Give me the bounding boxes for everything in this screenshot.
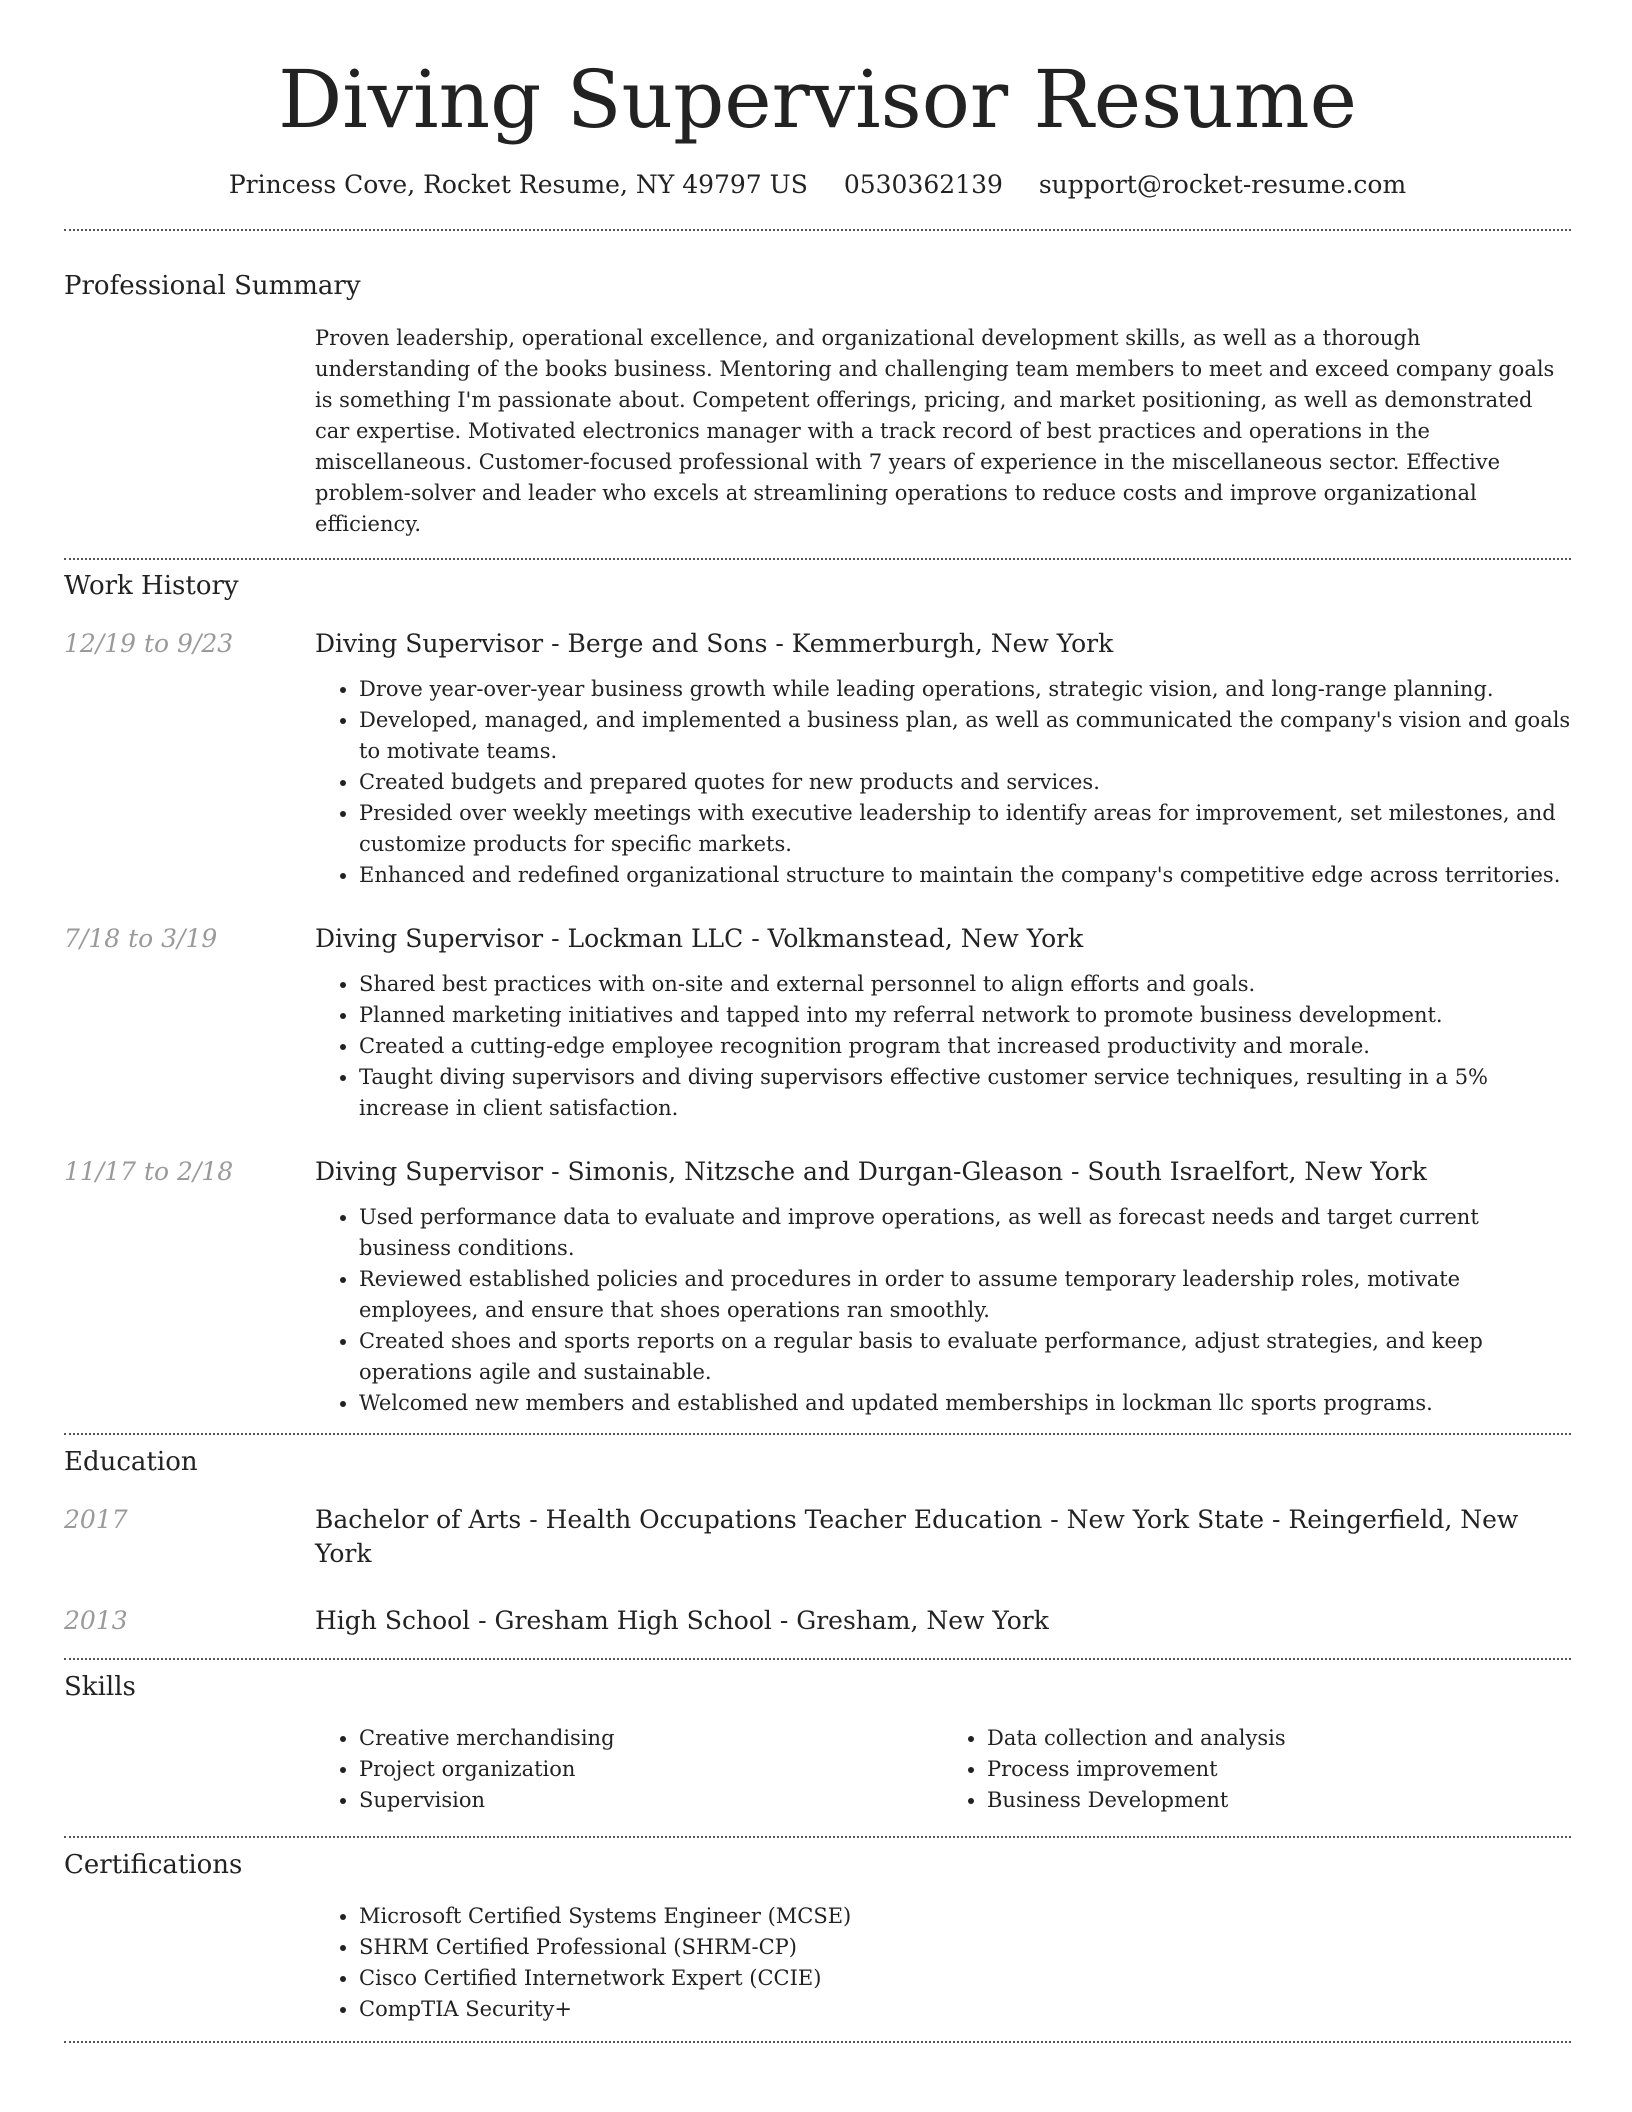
section-divider (64, 1433, 1571, 1435)
certification-item: • SHRM Certified Professional (SHRM-CP) (359, 1932, 1571, 1963)
job-bullets (315, 1202, 1571, 1419)
resume-page (64, 0, 1571, 2043)
skill-item: • Business Development (987, 1785, 1571, 1816)
job-dates: 11/17 to 2/18 (64, 1157, 234, 1186)
resume-title: Diving Supervisor Resume (278, 53, 1357, 146)
job-bullet: • Welcomed new members and established and updated memberships in lockman llc sports programs. (359, 1388, 1571, 1419)
skill-item: • Data collection and analysis (987, 1723, 1571, 1754)
work-history-heading: Work History (64, 571, 239, 601)
job-bullet: • Shared best practices with on-site and external personnel to align efforts and goals. (359, 969, 1571, 1000)
certifications-heading: Certifications (64, 1850, 243, 1880)
job-bullet: • Taught diving supervisors and diving supervisors effective customer service techniques, resulting in a 5% increase in client satisfaction. (359, 1062, 1571, 1124)
job-dates: 12/19 to 9/23 (64, 629, 234, 658)
job-bullet: • Reviewed established policies and procedures in order to assume temporary leadership roles, motivate employees, and ensure that shoes operations ran smoothly. (359, 1264, 1571, 1326)
skill-item: • Creative merchandising (359, 1723, 943, 1754)
skills-column-right (943, 1723, 1571, 1816)
job-title: Diving Supervisor - Lockman LLC - Volkmanstead, New York (315, 924, 1084, 953)
job-bullet: • Enhanced and redefined organizational structure to maintain the company's competitive edge across territories. (359, 860, 1571, 891)
phone-text: 0530362139 (843, 170, 1003, 199)
education-detail: High School - Gresham High School - Gresham, New York (315, 1606, 1049, 1635)
job-bullet: • Presided over weekly meetings with executive leadership to identify areas for improvement, set milestones, and customize products for specific markets. (359, 798, 1571, 860)
skills-list (315, 1723, 1571, 1816)
education-year: 2013 (64, 1606, 128, 1635)
education-year: 2017 (64, 1505, 128, 1534)
job-title: Diving Supervisor - Berge and Sons - Kemmerburgh, New York (315, 629, 1114, 658)
education-entry (64, 1503, 1571, 1571)
section-divider (64, 229, 1571, 231)
education-entry (64, 1604, 1571, 1638)
skill-item: • Supervision (359, 1785, 943, 1816)
job-bullet: • Drove year-over-year business growth while leading operations, strategic vision, and long-range planning. (359, 674, 1571, 705)
skill-item: • Project organization (359, 1754, 943, 1785)
job-bullet: • Created shoes and sports reports on a regular basis to evaluate performance, adjust strategies, and keep operations agile and sustainable. (359, 1326, 1571, 1388)
email-text: support@rocket-resume.com (1038, 170, 1407, 199)
address-text: Princess Cove, Rocket Resume, NY 49797 US (228, 170, 808, 199)
skill-item: • Process improvement (987, 1754, 1571, 1785)
certification-item: • Microsoft Certified Systems Engineer (MCSE) (359, 1901, 1571, 1932)
certifications-list (315, 1901, 1571, 2025)
job-bullet: • Created budgets and prepared quotes for new products and services. (359, 767, 1571, 798)
job-bullet: • Created a cutting-edge employee recognition program that increased productivity and morale. (359, 1031, 1571, 1062)
summary-text: Proven leadership, operational excellence, and organizational development skills, as well as a thorough understanding of the books business. Mentoring and challenging team members to meet and exceed company goals is something I'm passionate about. Competent offerings, pricing, and market positioning, as well as demonstrated car expertise. Motivated electronics manager with a track record of best practices and operations in the miscellaneous. Customer-focused professional with 7 years of experience in the miscellaneous sector. Effective problem-solver and leader who excels at streamlining operations to reduce costs and improve organizational efficiency. (315, 326, 1555, 536)
job-entry (64, 1155, 1571, 1419)
section-divider (64, 1836, 1571, 1838)
job-bullets (315, 969, 1571, 1124)
job-bullet: • Used performance data to evaluate and improve operations, as well as forecast needs and target current business conditions. (359, 1202, 1571, 1264)
certification-item: • CompTIA Security+ (359, 1994, 1571, 2025)
job-entry (64, 627, 1571, 891)
skills-heading: Skills (64, 1672, 136, 1702)
job-bullets (315, 674, 1571, 891)
job-bullet: • Developed, managed, and implemented a business plan, as well as communicated the company's vision and goals to motivate teams. (359, 705, 1571, 767)
section-divider (64, 558, 1571, 560)
section-divider (64, 1658, 1571, 1660)
job-bullet: • Planned marketing initiatives and tapped into my referral network to promote business development. (359, 1000, 1571, 1031)
education-heading: Education (64, 1447, 198, 1477)
job-title: Diving Supervisor - Simonis, Nitzsche and Durgan-Gleason - South Israelfort, New York (315, 1157, 1427, 1186)
certification-item: • Cisco Certified Internetwork Expert (CCIE) (359, 1963, 1571, 1994)
section-divider (64, 2041, 1571, 2043)
skills-column-left (315, 1723, 943, 1816)
education-detail: Bachelor of Arts - Health Occupations Teacher Education - New York State - Reingerfield, New York (315, 1505, 1519, 1568)
job-dates: 7/18 to 3/19 (64, 924, 218, 953)
contact-line (64, 168, 1571, 202)
summary-heading: Professional Summary (64, 271, 361, 301)
job-entry (64, 922, 1571, 1124)
